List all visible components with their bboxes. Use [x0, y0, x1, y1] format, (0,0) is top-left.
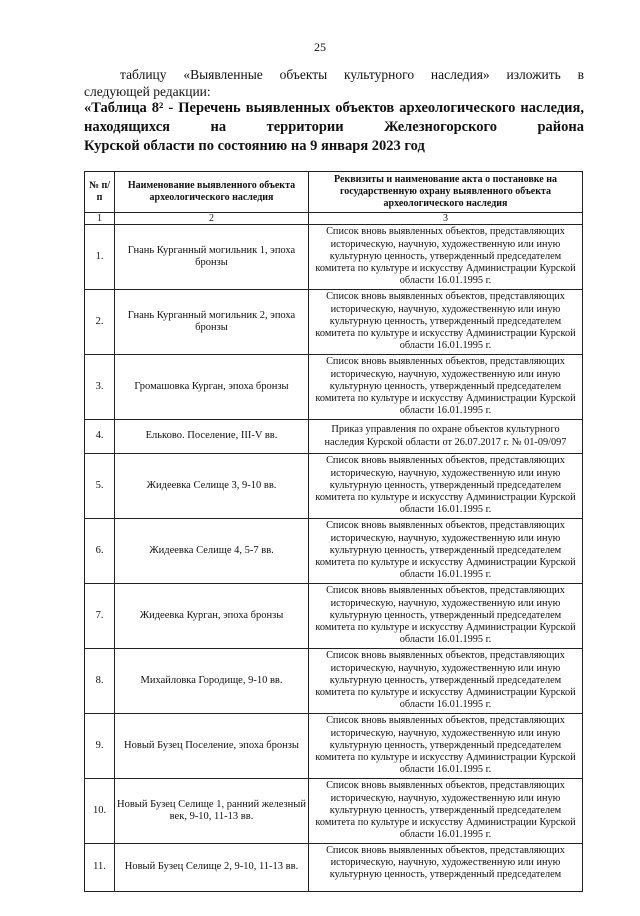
row-num: 11.: [85, 844, 115, 892]
table-row: [85, 290, 583, 355]
row-act: Список вновь выявленных объектов, представляющих историческую, научную, художественную или иную культурную ценность, утвержденный председателем комитета по культуре и искусству Администрации Курской области 16.01.1995 г.: [309, 779, 583, 844]
table-row: [85, 420, 583, 454]
index-cell: 1: [85, 213, 115, 225]
intro-paragraph: [84, 66, 584, 100]
row-num: 9.: [85, 714, 115, 779]
table-row: [85, 779, 583, 844]
header-act: Реквизиты и наименование акта о постановке на государственную охрану выявленного объекта археологического наследия: [309, 172, 583, 213]
row-name: Жидеевка Курган, эпоха бронзы: [115, 584, 309, 649]
row-name: Новый Бузец Селище 2, 9-10, 11-13 вв.: [115, 844, 309, 892]
row-act: Список вновь выявленных объектов, представляющих историческую, научную, художественную или иную культурную ценность, утвержденный председателем комитета по культуре и искусству Администрации Курской области 16.01.1995 г.: [309, 355, 583, 420]
table-row: [85, 454, 583, 519]
row-num: 8.: [85, 649, 115, 714]
intro-word: в: [577, 67, 584, 82]
index-cell: 3: [309, 213, 583, 225]
header-name: Наименование выявленного объекта археологического наследия: [115, 172, 309, 213]
index-cell: 2: [115, 213, 309, 225]
row-num: 1.: [85, 225, 115, 290]
table-row: [85, 714, 583, 779]
table-heading-last: Курской области по состоянию на 9 января 2023 год: [84, 138, 425, 154]
row-name: Жидеевка Селище 4, 5-7 вв.: [115, 519, 309, 584]
row-name: Новый Бузец Селище 1, ранний железный век, 9-10, 11-13 вв.: [115, 779, 309, 844]
table-row: [85, 649, 583, 714]
intro-word: наследия»: [430, 67, 490, 82]
row-name: Новый Бузец Поселение, эпоха бронзы: [115, 714, 309, 779]
table-row: [85, 225, 583, 290]
table-row: [85, 519, 583, 584]
intro-line-1: [84, 66, 584, 83]
row-num: 2.: [85, 290, 115, 355]
row-act: Список вновь выявленных объектов, представляющих историческую, научную, художественную или иную культурную ценность, утвержденный председателем комитета по культуре и искусству Администрации Курской области 16.01.1995 г.: [309, 225, 583, 290]
row-act: Приказ управления по охране объектов культурного наследия Курской области от 26.07.2017 г. № 01-09/097: [309, 420, 583, 454]
intro-word: изложить: [506, 67, 561, 82]
row-num: 4.: [85, 420, 115, 454]
table-header-row: [85, 172, 583, 213]
table-row: [85, 584, 583, 649]
intro-word: таблицу: [120, 67, 167, 82]
row-num: 7.: [85, 584, 115, 649]
row-act: Список вновь выявленных объектов, представляющих историческую, научную, художественную или иную культурную ценность, утвержденный председателем комитета по культуре и искусству Администрации Курской области 16.01.1995 г.: [309, 714, 583, 779]
row-num: 5.: [85, 454, 115, 519]
table-row: [85, 844, 583, 892]
row-act: Список вновь выявленных объектов, представляющих историческую, научную, художественную или иную культурную ценность, утвержденный председателем комитета по культуре и искусству Администрации Курской области 16.01.1995 г.: [309, 584, 583, 649]
table-index-row: [85, 213, 583, 225]
intro-line-2: следующей редакции:: [84, 84, 211, 99]
table-heading-main: «Таблица 8² - Перечень выявленных объектов археологического наследия, находящихся на территории Железногорского района: [84, 100, 584, 135]
objects-table: [84, 171, 583, 892]
row-act: Список вновь выявленных объектов, представляющих историческую, научную, художественную или иную культурную ценность, утвержденный председателем комитета по культуре и искусству Администрации Курской области 16.01.1995 г.: [309, 649, 583, 714]
row-name: Жидеевка Селище 3, 9-10 вв.: [115, 454, 309, 519]
table-heading: [84, 99, 584, 156]
page-number: 25: [314, 40, 326, 54]
header-num: № п/п: [85, 172, 115, 213]
row-act: Список вновь выявленных объектов, представляющих историческую, научную, художественную или иную культурную ценность, утвержденный председателем комитета по культуре и искусству Администрации Курской области 16.01.1995 г.: [309, 454, 583, 519]
intro-word: объекты: [279, 67, 328, 82]
intro-word: «Выявленные: [183, 67, 263, 82]
row-num: 6.: [85, 519, 115, 584]
row-num: 3.: [85, 355, 115, 420]
row-num: 10.: [85, 779, 115, 844]
row-name: Ельково. Поселение, III-V вв.: [115, 420, 309, 454]
row-act: Список вновь выявленных объектов, представляющих историческую, научную, художественную или иную культурную ценность, утвержденный председателем: [309, 844, 583, 892]
row-act: Список вновь выявленных объектов, представляющих историческую, научную, художественную или иную культурную ценность, утвержденный председателем комитета по культуре и искусству Администрации Курской области 16.01.1995 г.: [309, 290, 583, 355]
row-name: Громашовка Курган, эпоха бронзы: [115, 355, 309, 420]
intro-word: культурного: [344, 67, 415, 82]
table-row: [85, 355, 583, 420]
row-act: Список вновь выявленных объектов, представляющих историческую, научную, художественную или иную культурную ценность, утвержденный председателем комитета по культуре и искусству Администрации Курской области 16.01.1995 г.: [309, 519, 583, 584]
row-name: Михайловка Городище, 9-10 вв.: [115, 649, 309, 714]
row-name: Гнань Курганный могильник 2, эпоха бронзы: [115, 290, 309, 355]
row-name: Гнань Курганный могильник 1, эпоха бронзы: [115, 225, 309, 290]
